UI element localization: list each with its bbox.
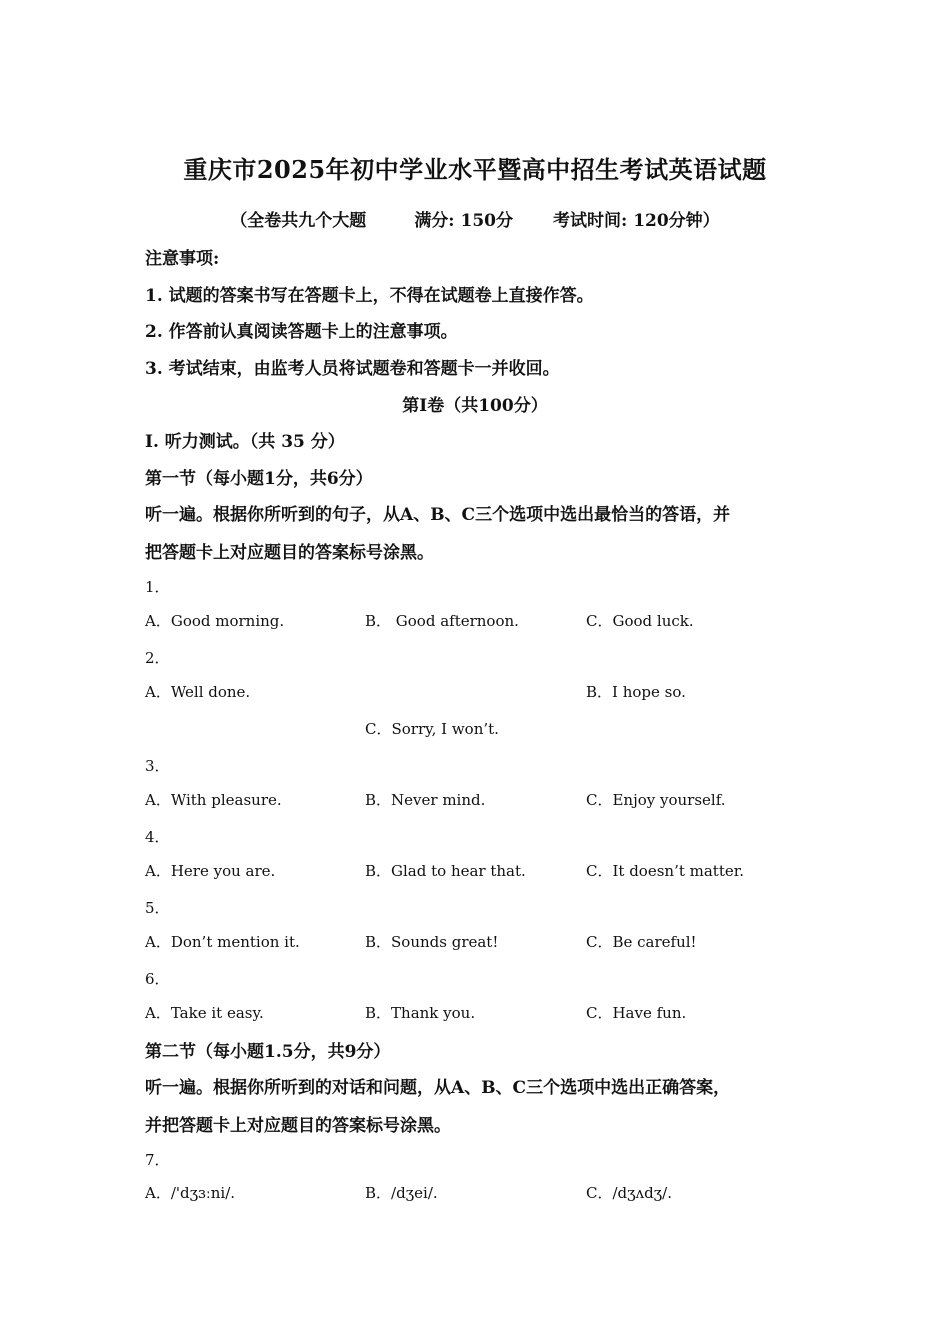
option-b: B．/dʒei/. (365, 1184, 438, 1202)
exam-score: 满分: 150分 (414, 211, 513, 231)
question-number: 7． (145, 1151, 170, 1169)
note-item: 2. 作答前认真阅读答题卡上的注意事项。 (145, 322, 458, 342)
option-c: C．It doesn’t matter. (586, 862, 745, 880)
question-number: 1． (145, 578, 170, 596)
option-b: B．Glad to hear that. (365, 862, 526, 880)
exam-info (0, 206, 950, 231)
section-instruction: 并把答题卡上对应题目的答案标号涂黑。 (145, 1116, 451, 1136)
paper-heading: 第Ⅰ卷（共100分） (402, 396, 548, 416)
option-a: A．Don’t mention it. (145, 933, 300, 951)
option-a: A．With pleasure. (145, 791, 282, 809)
question-number: 3． (145, 757, 170, 775)
section-heading: 第二节（每小题1.5分，共9分） (145, 1042, 391, 1062)
option-c: C．Enjoy yourself. (586, 791, 726, 809)
note-item: 1. 试题的答案书写在答题卡上，不得在试题卷上直接作答。 (145, 286, 594, 306)
section-instruction: 听一遍。根据你所听到的句子，从A、B、C三个选项中选出最恰当的答语，并 (145, 505, 731, 525)
notes-heading: 注意事项: (145, 249, 220, 269)
note-item: 3. 考试结束，由监考人员将试题卷和答题卡一并收回。 (145, 359, 560, 379)
option-a: A．/'dʒɜːni/. (145, 1184, 236, 1202)
page-title: 重庆市2025年初中学业水平暨高中招生考试英语试题 (183, 155, 767, 184)
option-b: B．Thank you. (365, 1004, 476, 1022)
question-number: 2． (145, 649, 170, 667)
option-a: A．Good morning. (145, 612, 285, 630)
option-b: B．Sounds great! (365, 933, 499, 951)
option-a: A．Here you are. (145, 862, 276, 880)
exam-time: 考试时间: 120分钟） (553, 211, 720, 231)
option-c: C．Have fun. (586, 1004, 687, 1022)
option-b: B．Never mind. (365, 791, 486, 809)
option-b: B． Good afternoon. (365, 612, 519, 630)
question-number: 4． (145, 828, 170, 846)
option-c: C．Be careful! (586, 933, 697, 951)
question-number: 5． (145, 899, 170, 917)
section-instruction: 听一遍。根据你所听到的对话和问题，从A、B、C三个选项中选出正确答案， (145, 1078, 731, 1098)
part-heading: I. 听力测试。（共 35 分） (145, 432, 345, 452)
section-heading: 第一节（每小题1分，共6分） (145, 469, 373, 489)
option-a: A．Take it easy. (145, 1004, 264, 1022)
option-c: C．Good luck. (586, 612, 694, 630)
option-c: C．Sorry, I won’t. (365, 720, 499, 738)
question-number: 6． (145, 970, 170, 988)
option-c: C．/dʒʌdʒ/. (586, 1184, 672, 1202)
option-b: B．I hope so. (586, 683, 686, 701)
option-a: A．Well done. (145, 683, 251, 701)
exam-scope: （全卷共九个大题 (230, 211, 367, 231)
section-instruction: 把答题卡上对应题目的答案标号涂黑。 (145, 543, 434, 563)
